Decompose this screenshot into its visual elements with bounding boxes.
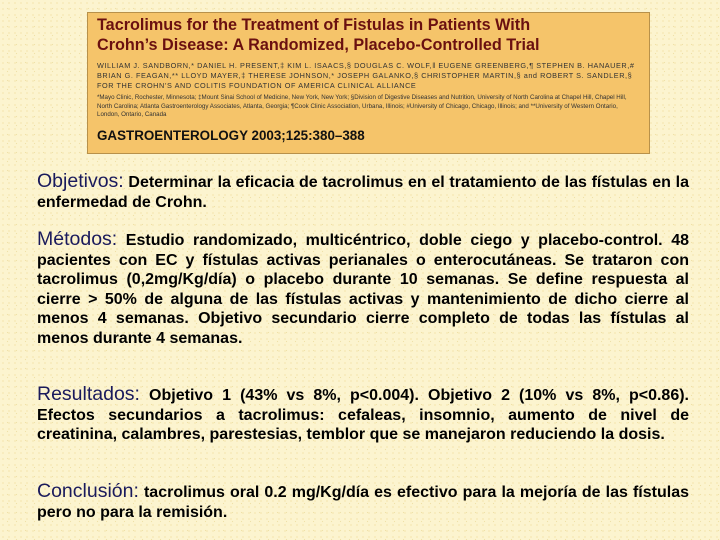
article-header: [87, 12, 650, 154]
resultados-label: Resultados:: [37, 383, 140, 405]
conclusion-text: tacrolimus oral 0.2 mg/Kg/día es efectivo para la mejoría de las fístulas pero no para la remisión.: [37, 484, 689, 521]
article-authors: WILLIAM J. SANDBORN,* DANIEL H. PRESENT,‡ KIM L. ISAACS,§ DOUGLAS C. WOLF,‖ EUGENE GREENBERG,¶ STEPHEN B. HANAUER,# BRIAN G. FEAGAN,** LLOYD MAYER,‡ THERESE JOHNSON,* JOSEPH GALANKO,§ CHRISTOPHER MARTIN,§ and ROBERT S. SANDLER,§ FOR THE CROHN’S AND COLITIS FOUNDATION OF AMERICA CLINICAL ALLIANCE: [97, 61, 635, 90]
article-affiliations: *Mayo Clinic, Rochester, Minnesota; ‡Mount Sinai School of Medicine, New York, New York; §Division of Digestive Diseases and Nutrition, University of North Carolina at Chapel Hill, Chapel Hill, North Carolina; Atlanta Gastroenterology Associates, Atlanta, Georgia; ¶Cook Clinic Association, Urbana, Illinois; #University of Chicago, Chicago, Illinois; and **University of Western Ontario, London, Ontario, Canada: [97, 94, 627, 119]
section-objetivos: [37, 172, 689, 212]
metodos-label: Métodos:: [37, 228, 118, 250]
section-conclusion: [37, 482, 689, 522]
article-title-line-1: Tacrolimus for the Treatment of Fistulas in Patients With: [97, 16, 531, 34]
conclusion-label: Conclusión:: [37, 480, 139, 502]
resultados-text: Objetivo 1 (43% vs 8%, p<0.004). Objetivo 2 (10% vs 8%, p<0.86). Efectos secundarios a tacrolimus: cefaleas, insomnio, aumento de nivel de creatinina, calambres, parestesias, temblor que se manejaron reduciendo la dosis.: [37, 387, 689, 443]
section-resultados: [37, 385, 689, 445]
objetivos-text: Determinar la eficacia de tacrolimus en el tratamiento de las fístulas en la enfermedad de Crohn.: [37, 174, 689, 211]
article-title-line-2: Crohn’s Disease: A Randomized, Placebo-Controlled Trial: [97, 36, 540, 54]
metodos-text: Estudio randomizado, multicéntrico, doble ciego y placebo-control. 48 pacientes con EC y fístulas activas perianales o enterocutáneas. Se trataron con tacrolimus (0,2mg/Kg/día) o placebo durante 10 semanas. Se define respuesta al cierre > 50% de alguna de las fístulas activas y mantenimiento de dicho cierre al menos 4 semanas. Objetivo secundario cierre completo de todas las fístulas al menos durante 4 semanas.: [37, 232, 689, 347]
objetivos-label: Objetivos:: [37, 170, 124, 192]
journal-citation: GASTROENTEROLOGY 2003;125:380–388: [97, 127, 365, 143]
section-metodos: [37, 230, 689, 348]
